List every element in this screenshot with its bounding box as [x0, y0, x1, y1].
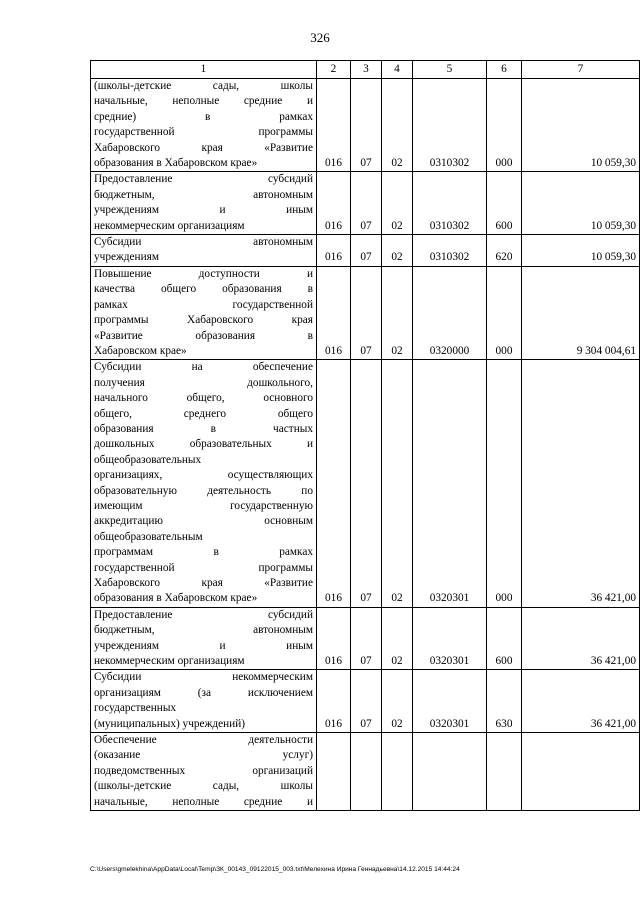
description-line: Хабаровского края «Развитие: [94, 577, 313, 589]
target-article-cell: 0320301: [413, 670, 487, 733]
page-number: 326: [310, 30, 330, 45]
description-line: дошкольных образовательных и: [94, 438, 313, 451]
column-header: 6: [487, 61, 522, 79]
expense-type-cell: 000: [487, 266, 522, 359]
table-header-row: [91, 61, 640, 79]
target-article-cell: 0320301: [413, 360, 487, 608]
grbs-code-cell: 016: [317, 670, 351, 733]
amount-cell: 9 304 004,61: [522, 266, 640, 359]
expense-type-cell: 600: [487, 172, 522, 235]
subsection-code-cell: 02: [382, 235, 413, 267]
description-cell: [91, 670, 317, 733]
description-cell: [91, 360, 317, 608]
description-line: имеющим государственную: [94, 499, 313, 512]
subsection-code-cell: 02: [382, 266, 413, 359]
expense-type-cell: 620: [487, 235, 522, 267]
expense-type-cell: 000: [487, 360, 522, 608]
description-line: Хабаровского края «Развитие: [94, 141, 313, 154]
description-line: начального общего, основного: [94, 392, 313, 405]
description-line: Субсидии некоммерческим: [94, 671, 313, 684]
description-line: общеобразовательных: [94, 453, 202, 466]
description-line: рамках государственной: [94, 298, 313, 311]
description-line: общеобразовательным: [94, 530, 203, 543]
description-cell: [91, 172, 317, 235]
table-row: [91, 172, 640, 235]
description-line: образовательную деятельность по: [94, 484, 313, 497]
subsection-code-cell: 02: [382, 607, 413, 670]
description-line: (школы-детские сады, школы: [94, 780, 313, 793]
amount-cell: 10 059,30: [522, 172, 640, 235]
grbs-code-cell: 016: [317, 172, 351, 235]
description-line: образования в Хабаровском крае»: [94, 592, 258, 605]
section-code-cell: 07: [351, 266, 382, 359]
expense-type-cell: 600: [487, 607, 522, 670]
section-code-cell: 07: [351, 79, 382, 172]
description-cell: [91, 607, 317, 670]
description-line: Обеспечение деятельности: [94, 734, 313, 747]
grbs-code-cell: 016: [317, 360, 351, 608]
description-line: государственной программы: [94, 126, 313, 139]
description-line: (оказание услуг): [94, 749, 313, 762]
column-header: 5: [413, 61, 487, 79]
amount-cell: 10 059,30: [522, 79, 640, 172]
description-line: Предоставление субсидий: [94, 173, 313, 186]
target-article-cell: 0310302: [413, 235, 487, 267]
grbs-code-cell: 016: [317, 235, 351, 267]
section-code-cell: 07: [351, 607, 382, 670]
section-code-cell: [351, 733, 382, 811]
description-line: организациях, осуществляющих: [94, 469, 313, 482]
description-line: программы Хабаровского края: [94, 314, 313, 327]
amount-cell: 10 059,30: [522, 235, 640, 267]
description-line: средние) в рамках: [94, 110, 313, 123]
expense-type-cell: 630: [487, 670, 522, 733]
description-line: «Развитие образования в: [94, 329, 313, 342]
amount-cell: 36 421,00: [522, 360, 640, 608]
description-line: организациям (за исключением: [94, 686, 313, 699]
description-line: Предоставление субсидий: [94, 608, 313, 621]
grbs-code-cell: 016: [317, 79, 351, 172]
description-line: учреждениям и иным: [94, 204, 313, 217]
description-line: учреждениям: [94, 251, 159, 264]
target-article-cell: 0320301: [413, 607, 487, 670]
description-line: программам в рамках: [94, 546, 313, 559]
description-line: некоммерческим организациям: [94, 655, 245, 668]
description-line: Хабаровском крае»: [94, 344, 187, 357]
target-article-cell: 0310302: [413, 172, 487, 235]
column-header: 3: [351, 61, 382, 79]
table-row: [91, 79, 640, 172]
amount-cell: 36 421,00: [522, 607, 640, 670]
column-header: 4: [382, 61, 413, 79]
amount-cell: 36 421,00: [522, 670, 640, 733]
description-cell: [91, 733, 317, 811]
table-row: [91, 607, 640, 670]
table-row: [91, 360, 640, 608]
expense-type-cell: [487, 733, 522, 811]
description-line: некоммерческим организациям: [94, 219, 245, 232]
description-line: подведомственных организаций: [94, 764, 313, 777]
section-code-cell: 07: [351, 235, 382, 267]
description-line: бюджетным, автономным: [94, 624, 313, 637]
grbs-code-cell: 016: [317, 607, 351, 670]
description-line: получения дошкольного,: [94, 376, 313, 389]
table-row: [91, 266, 640, 359]
description-cell: [91, 235, 317, 267]
subsection-code-cell: [382, 733, 413, 811]
table-row: [91, 733, 640, 811]
description-line: учреждениям и иным: [94, 639, 313, 652]
file-path-footer: C:\Users\gmelekhina\AppData\Local\Temp\ЗК_00143_09122015_003.txt\Мелехина Ирина Геннадьевна\14.12.2015 14:44:24: [90, 866, 460, 873]
section-code-cell: 07: [351, 172, 382, 235]
budget-table: [90, 60, 640, 811]
grbs-code-cell: [317, 733, 351, 811]
description-line: начальные, неполные средние и: [94, 795, 313, 808]
target-article-cell: 0320000: [413, 266, 487, 359]
section-code-cell: 07: [351, 670, 382, 733]
target-article-cell: 0310302: [413, 79, 487, 172]
description-line: государственных: [94, 702, 177, 715]
description-line: Субсидии на обеспечение: [94, 361, 313, 374]
amount-cell: [522, 733, 640, 811]
column-header: 7: [522, 61, 640, 79]
table-row: [91, 670, 640, 733]
description-line: Субсидии автономным: [94, 236, 313, 249]
target-article-cell: [413, 733, 487, 811]
description-line: качества общего образования в: [94, 283, 313, 296]
description-cell: [91, 79, 317, 172]
subsection-code-cell: 02: [382, 670, 413, 733]
description-line: образования в Хабаровском крае»: [94, 157, 258, 170]
description-line: (муниципальных) учреждений): [94, 717, 246, 730]
column-header: 2: [317, 61, 351, 79]
description-cell: [91, 266, 317, 359]
grbs-code-cell: 016: [317, 266, 351, 359]
subsection-code-cell: 02: [382, 172, 413, 235]
description-line: государственной программы: [94, 561, 313, 574]
section-code-cell: 07: [351, 360, 382, 608]
table-row: [91, 235, 640, 267]
description-line: общего, среднего общего: [94, 407, 313, 420]
expense-type-cell: 000: [487, 79, 522, 172]
subsection-code-cell: 02: [382, 79, 413, 172]
description-line: бюджетным, автономным: [94, 188, 313, 201]
subsection-code-cell: 02: [382, 360, 413, 608]
description-line: начальные, неполные средние и: [94, 95, 313, 108]
description-line: (школы-детские сады, школы: [94, 80, 313, 92]
description-line: Повышение доступности и: [94, 267, 313, 280]
description-line: образования в частных: [94, 422, 313, 435]
description-line: аккредитацию основным: [94, 515, 313, 528]
column-header: 1: [91, 61, 317, 79]
